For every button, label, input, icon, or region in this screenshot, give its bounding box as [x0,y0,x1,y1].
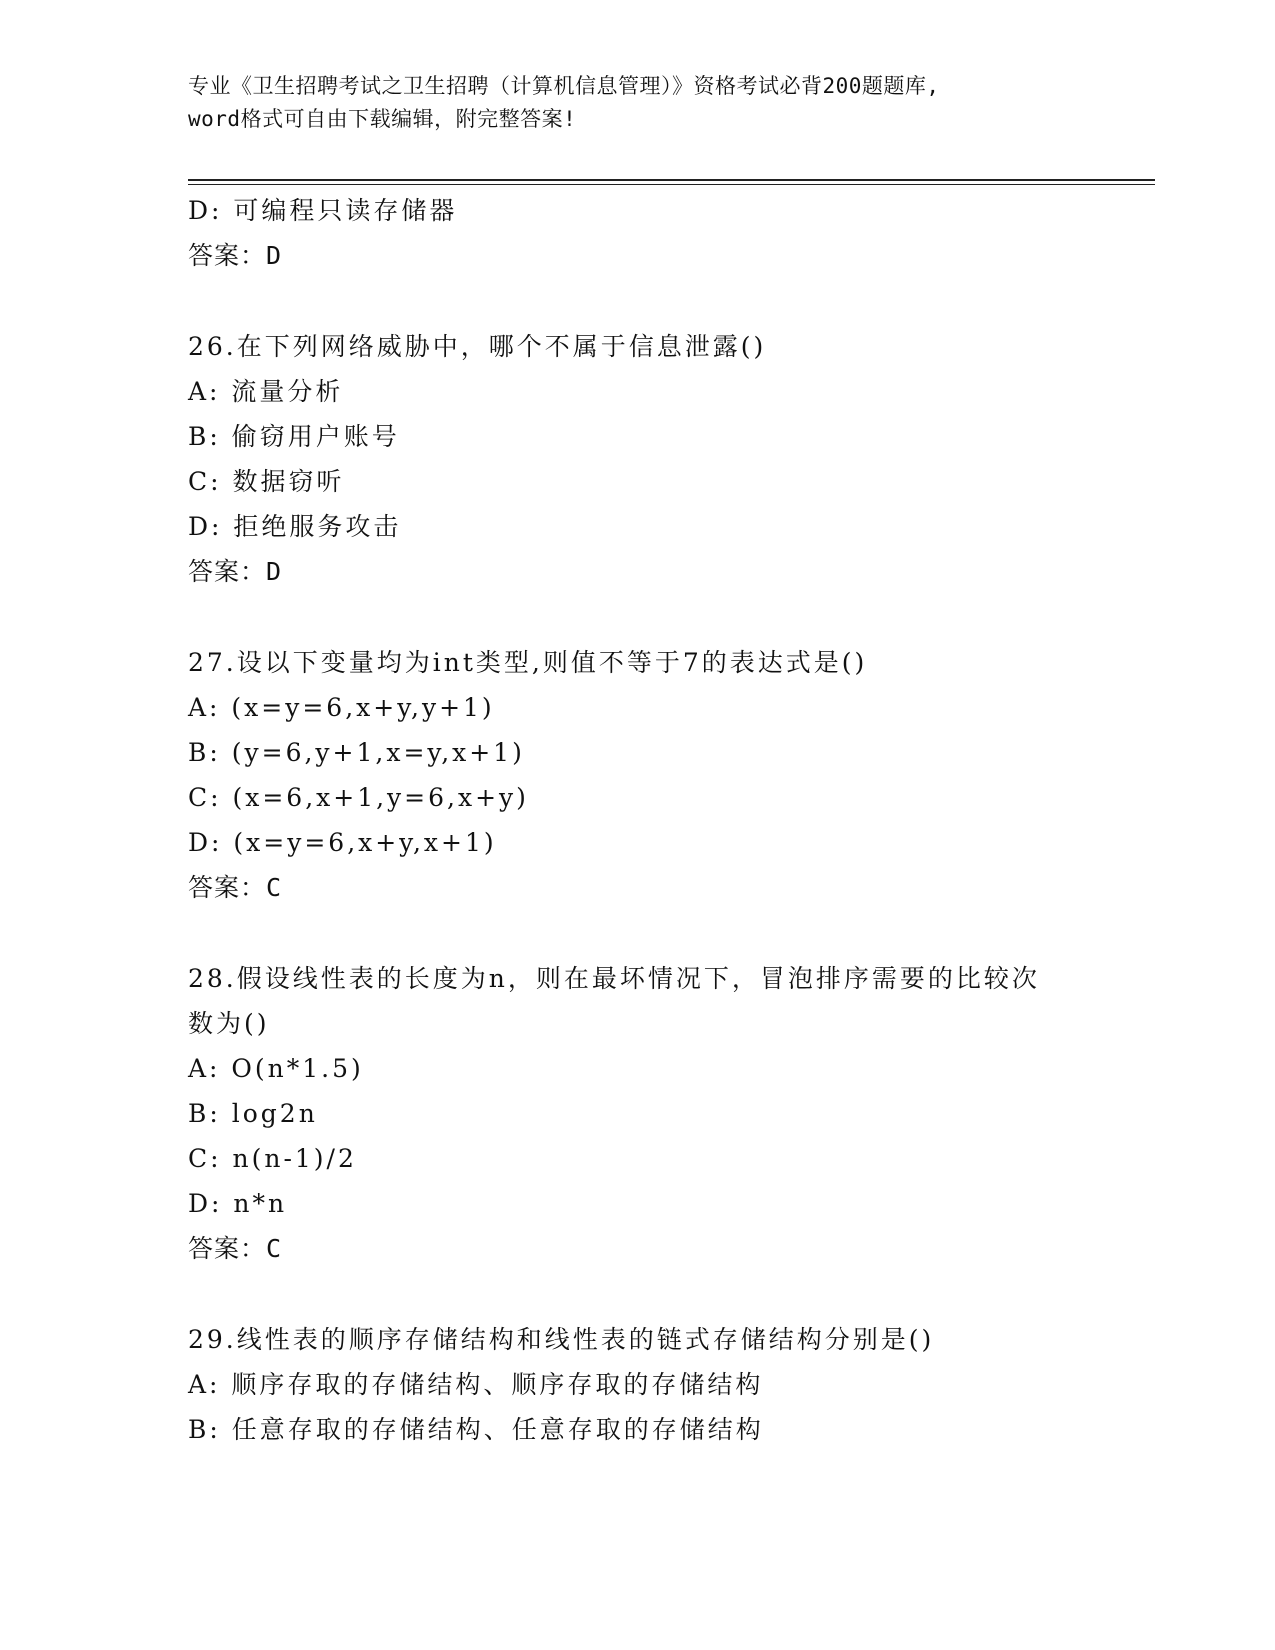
header-divider-thick [188,179,1155,181]
option-b: B: 偷窃用户账号 [188,422,400,451]
option-d: D: (x=y=6,x+y,x+1) [188,828,497,857]
option-b: B: (y=6,y+1,x=y,x+1) [188,738,525,767]
option-d: D: 拒绝服务攻击 [188,512,402,541]
option-b: B: log2n [188,1099,318,1128]
answer-line: 答案：C [188,1234,283,1263]
option-a: A: (x=y=6,x+y,y+1) [188,693,495,722]
question-content [188,188,1088,1452]
option-a: A: 顺序存取的存储结构、顺序存取的存储结构 [188,1370,764,1399]
option-c: C: 数据窃听 [188,467,345,496]
question-27 [188,640,1088,910]
question-26 [188,324,1088,594]
question-stem: 29.线性表的顺序存储结构和线性表的链式存储结构分别是() [188,1325,935,1354]
option-c: C: n(n-1)/2 [188,1144,357,1173]
header-divider-thin [188,184,1155,185]
answer-line: 答案：D [188,241,283,270]
option-a: A: O(n*1.5) [188,1054,364,1083]
question-stem: 27.设以下变量均为int类型,则值不等于7的表达式是() [188,648,868,677]
answer-line: 答案：C [188,873,283,902]
option-a: A: 流量分析 [188,377,344,406]
question-28 [188,956,1088,1271]
option-d: D: n*n [188,1189,288,1218]
answer-line: 答案：D [188,557,283,586]
question-stem-line-2: 数为() [188,1009,270,1038]
option-c: C: (x=6,x+1,y=6,x+y) [188,783,529,812]
option-b: B: 任意存取的存储结构、任意存取的存储结构 [188,1415,764,1444]
header-line-2: word格式可自由下载编辑，附完整答案! [188,107,577,131]
question-stem: 26.在下列网络威胁中，哪个不属于信息泄露() [188,332,767,361]
document-header [188,70,1088,136]
question-stem-line-1: 28.假设线性表的长度为n，则在最坏情况下，冒泡排序需要的比较次 [188,964,1040,993]
header-line-1: 专业《卫生招聘考试之卫生招聘（计算机信息管理）》资格考试必背200题题库, [188,74,940,98]
question-29 [188,1317,1088,1452]
question-25-tail [188,188,1088,278]
option-d: D: 可编程只读存储器 [188,196,458,225]
